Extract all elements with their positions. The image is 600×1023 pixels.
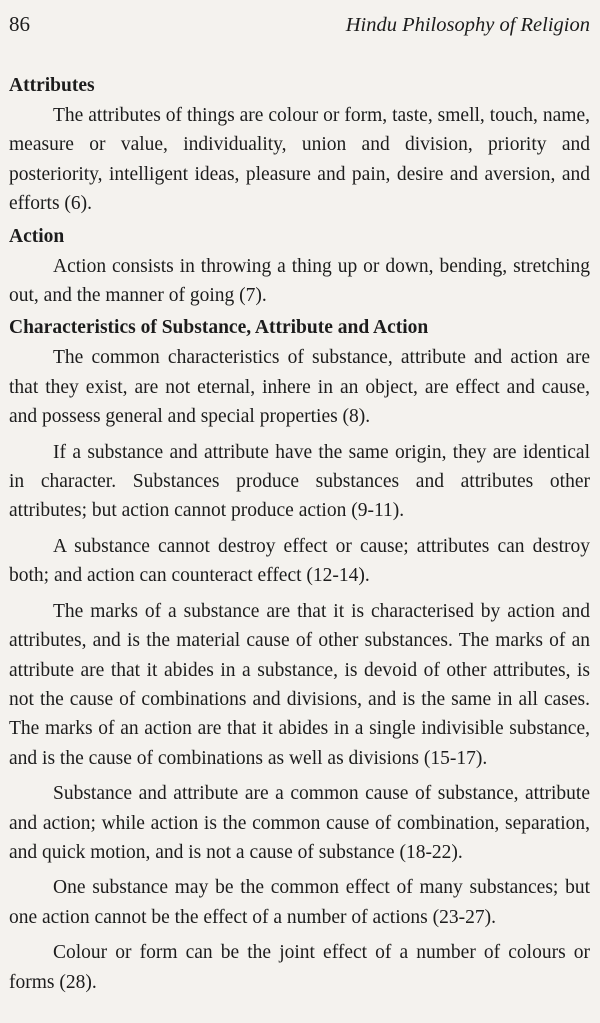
paragraph: If a substance and attribute have the same origin, they are identical in character. Substances produce substances and attributes other attributes; but action cannot produce action (9-11). [9, 441, 590, 522]
paragraph: Action consists in throwing a thing up or down, bending, stretching out, and the manner of going (7). [9, 255, 590, 307]
section-heading: Characteristics of Substance, Attribute and Action [9, 317, 429, 339]
paragraph: Colour or form can be the joint effect of a number of colours or forms (28). [9, 942, 590, 993]
paragraph: Substance and attribute are a common cause of substance, attribute and action; while action is the common cause of combination, separation, and quick motion, and is not a cause of substance (18-22). [9, 783, 590, 863]
paragraph: The attributes of things are colour or form, taste, smell, touch, name, measure or value, individuality, union and division, priority and posteriority, intelligent ideas, pleasure and pain, desire and aversion, and efforts (6). [9, 105, 590, 215]
section-heading: Attributes [9, 75, 95, 96]
running-head [9, 12, 590, 48]
section-attributes [9, 70, 590, 219]
page-number: 86 [9, 12, 30, 36]
paragraph: A substance cannot destroy effect or cause; attributes can destroy both; and action can counteract effect (12-14). [9, 535, 590, 587]
section-characteristics [9, 312, 590, 997]
section-action [9, 221, 590, 311]
paragraph: The common characteristics of substance, attribute and action are that they exist, are not eternal, inhere in an object, are effect and cause, and possess general and special properties (8). [9, 347, 590, 428]
running-title: Hindu Philosophy of Religion [345, 14, 590, 36]
paragraph: One substance may be the common effect of many substances; but one action cannot be the effect of a number of actions (23-27). [9, 877, 590, 928]
page-content [9, 70, 590, 997]
section-heading: Action [9, 225, 65, 247]
paragraph: The marks of a substance are that it is characterised by action and attributes, and is the material cause of other substances. The marks of an attribute are that it abides in a substance, is devoid of other attributes, is not the cause of combinations and divisions, and is the same in all cases. The marks of an action are that it abides in a single indivisible substance, and is the cause of combinations as well as divisions (15-17). [9, 600, 590, 769]
